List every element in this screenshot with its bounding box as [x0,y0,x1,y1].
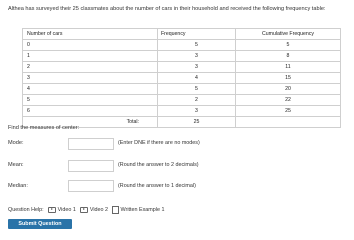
cell-cumulative: 22 [236,95,341,106]
median-hint: (Round the answer to 1 decimal) [118,183,196,189]
table-row [23,62,341,73]
written-example-link[interactable] [112,206,164,214]
video-2-label: Video 2 [89,206,109,213]
mode-label: Mode: [8,140,24,146]
question-help-label: Question Help: [8,206,44,213]
mean-input[interactable] [68,160,114,172]
header-number-of-cars: Number of cars [23,29,158,40]
mode-hint: (Enter DNE if there are no modes) [118,140,200,146]
header-cumulative-frequency: Cumulative Frequency [236,29,341,40]
cell-frequency: 5 [158,40,236,51]
written-example-label: Written Example 1 [120,206,165,213]
table-row [23,84,341,95]
cell-cars: 3 [23,73,158,84]
median-label: Median: [8,183,28,189]
median-input[interactable] [68,180,114,192]
question-intro: Althea has surveyed their 25 classmates about the number of cars in their household and received the following frequency table: [8,6,326,12]
cell-cars: 6 [23,106,158,117]
question-help [8,206,165,214]
video-1-label: Video 1 [57,206,76,213]
mode-input[interactable] [68,138,114,150]
cell-cars: 1 [23,51,158,62]
submit-question-button[interactable]: Submit Question [8,219,72,229]
cell-cumulative: 11 [236,62,341,73]
table-row [23,51,341,62]
cell-cars: 2 [23,62,158,73]
cell-frequency: 4 [158,73,236,84]
total-label: Total: [23,117,158,128]
table-row [23,106,341,117]
find-measures-text: Find the measures of center: [8,125,80,131]
cell-cumulative: 5 [236,40,341,51]
cell-cars: 0 [23,40,158,51]
cell-frequency: 3 [158,51,236,62]
cell-frequency: 5 [158,84,236,95]
cell-cars: 4 [23,84,158,95]
total-value: 25 [158,117,236,128]
cell-cumulative: 20 [236,84,341,95]
header-frequency: Frequency [158,29,236,40]
video-1-link[interactable] [48,207,76,214]
table-row [23,40,341,51]
frequency-table [22,28,341,128]
mean-label: Mean: [8,162,24,168]
total-cumulative-empty [236,117,341,128]
video-2-link[interactable] [80,207,108,214]
table-header-row [23,29,341,40]
cell-cumulative: 15 [236,73,341,84]
cell-frequency: 3 [158,62,236,73]
video-icon [48,207,56,214]
document-icon [112,206,119,214]
cell-frequency: 3 [158,106,236,117]
video-icon [80,207,88,214]
cell-cumulative: 8 [236,51,341,62]
mean-hint: (Round the answer to 2 decimals) [118,162,199,168]
cell-cars: 5 [23,95,158,106]
table-row [23,73,341,84]
cell-frequency: 2 [158,95,236,106]
table-row [23,95,341,106]
cell-cumulative: 25 [236,106,341,117]
